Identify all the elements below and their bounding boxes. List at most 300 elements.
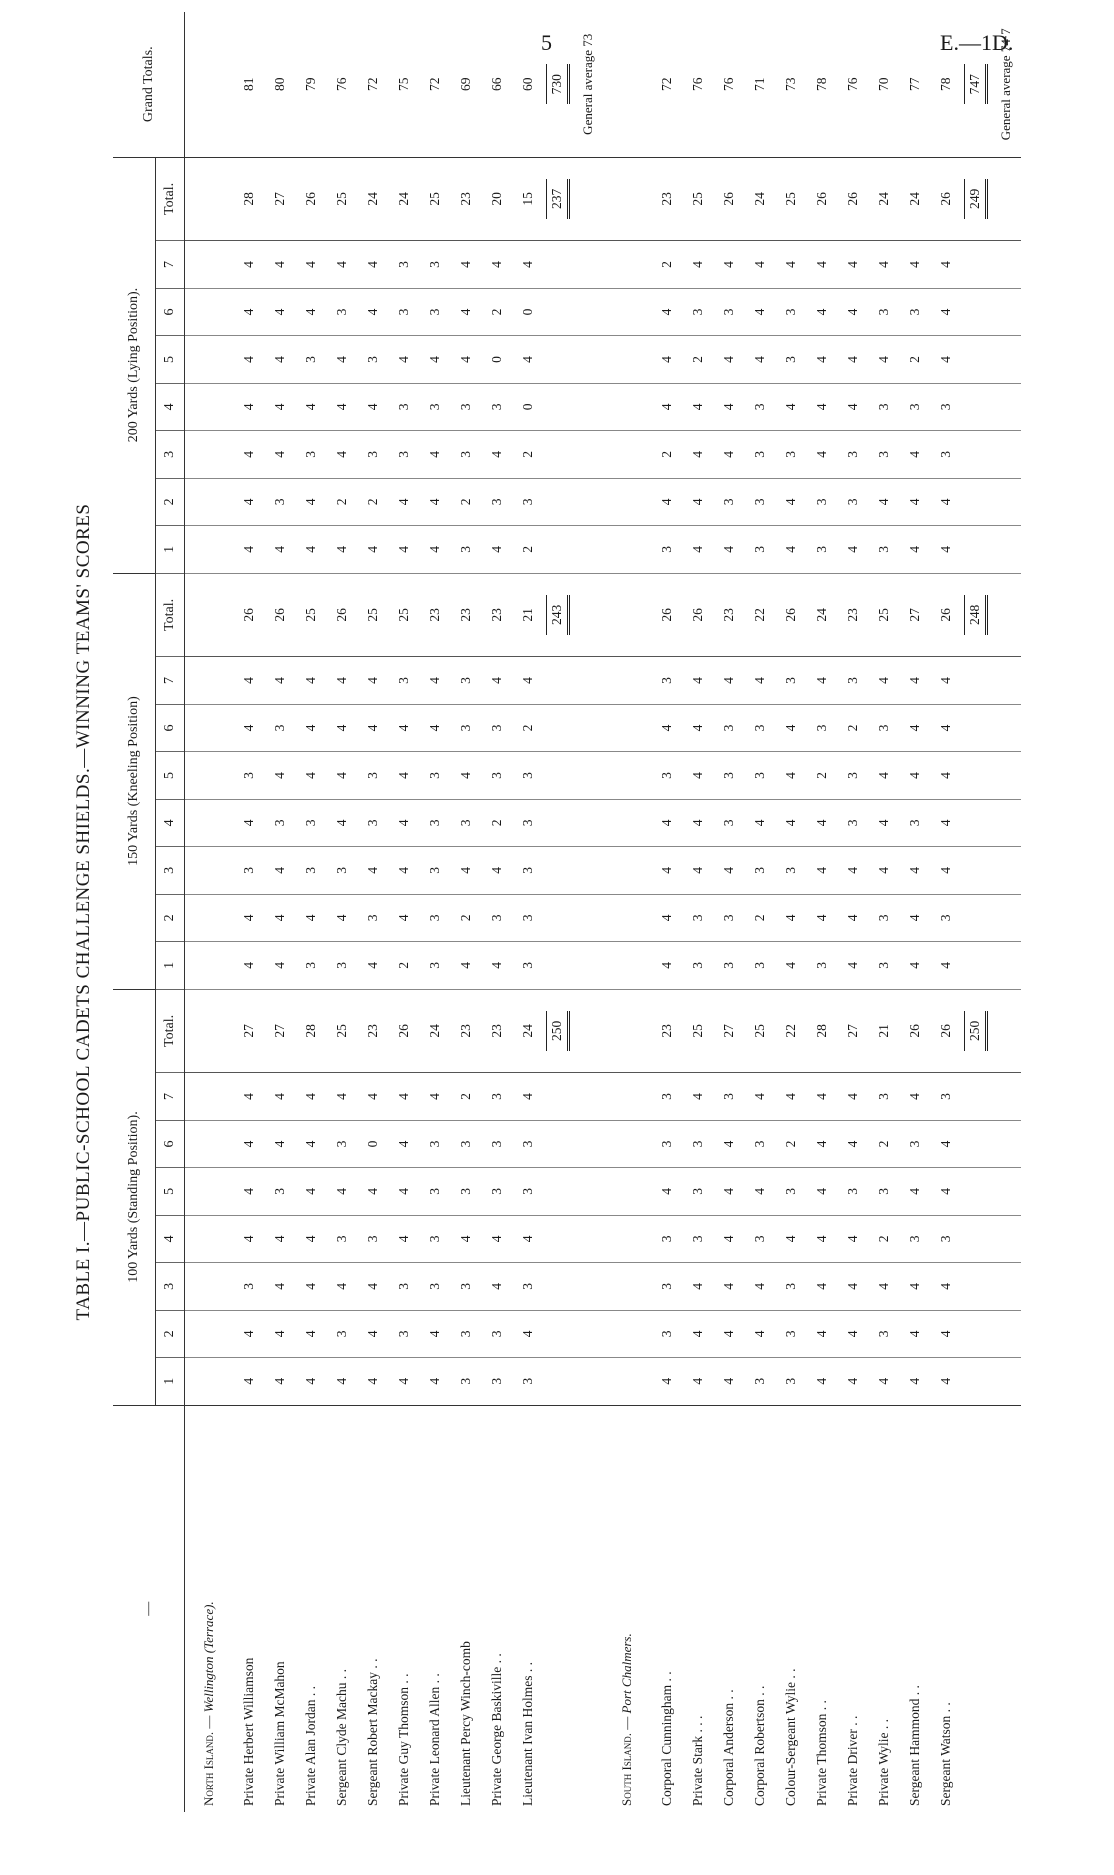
shot-score: 4: [689, 677, 705, 684]
shot-score: 3: [937, 451, 953, 458]
shot-score: 4: [813, 1377, 829, 1385]
shot-score: 4: [333, 261, 349, 268]
shot-score: 4: [844, 403, 860, 411]
shot-score: 4: [751, 308, 767, 316]
shot-score: 3: [813, 545, 829, 553]
shot-score: 3: [720, 724, 736, 732]
shot-number-header-200-2: 2: [156, 478, 185, 525]
range-total: 22: [782, 1024, 798, 1038]
shot-score: 3: [813, 724, 829, 732]
shot-number-header-200-4: 4: [156, 383, 185, 430]
shot-score: 4: [906, 1330, 922, 1338]
group-header-200-yards: 200 Yards (Lying Position).: [113, 157, 156, 573]
shot-score: 4: [937, 1282, 953, 1290]
grand-total: 80: [271, 77, 287, 92]
competitor-name: Private Guy Thomson . .: [388, 1405, 419, 1812]
shot-score: 4: [364, 1282, 380, 1290]
south-average-spacer: [991, 1168, 1021, 1215]
competitor-row: [744, 12, 775, 1812]
competitor-row: [651, 12, 682, 1812]
shot-score: 4: [689, 819, 705, 827]
south-section-spacer: [603, 657, 651, 704]
shot-score: 4: [937, 867, 953, 874]
shot-score: 4: [937, 772, 953, 779]
shot-score: 4: [240, 498, 256, 506]
shot-score: 4: [844, 1377, 860, 1385]
shot-score: 3: [689, 1235, 705, 1243]
north-sum-spacer: [543, 241, 573, 288]
shot-score: 4: [906, 451, 922, 458]
shot-score: 3: [488, 914, 504, 922]
shot-score: 4: [395, 724, 411, 732]
north-section-spacer: [185, 431, 234, 478]
shot-score: 3: [875, 1093, 891, 1100]
range-total: 27: [271, 1024, 287, 1038]
shot-score: 4: [720, 1282, 736, 1290]
shot-score: 4: [364, 1330, 380, 1338]
competitor-name: Private Stark . . .: [682, 1405, 713, 1812]
north-section-spacer: [185, 1358, 234, 1405]
range-total: 26: [937, 192, 953, 206]
shot-score: 3: [844, 1188, 860, 1195]
shot-score: 4: [844, 867, 860, 874]
shot-score: 3: [488, 1330, 504, 1338]
shot-score: 3: [426, 308, 442, 316]
shot-score: 3: [844, 677, 860, 684]
range-total: 26: [844, 192, 860, 206]
shot-score: 4: [333, 914, 349, 922]
competitor-row: [264, 12, 295, 1812]
shot-score: 4: [813, 819, 829, 827]
shot-score: 4: [906, 724, 922, 732]
shot-score: 3: [937, 914, 953, 922]
north-section-spacer: [185, 847, 234, 894]
range-total: 27: [271, 192, 287, 206]
shot-score: 4: [844, 1140, 860, 1148]
shot-number-header-100-7: 7: [156, 1073, 185, 1120]
north-sum-spacer: [543, 1168, 573, 1215]
shot-number-header-100-2: 2: [156, 1310, 185, 1357]
range-total: 25: [782, 192, 798, 206]
shot-score: 4: [875, 498, 891, 506]
shot-score: 4: [720, 1377, 736, 1385]
range-total: 26: [813, 192, 829, 206]
south-average-row: [991, 12, 1021, 1812]
competitor-name: Sergeant Watson . .: [930, 1405, 961, 1812]
north-average-spacer: [573, 241, 603, 288]
competitor-name: Private Thomson . .: [806, 1405, 837, 1812]
range-total: 28: [302, 1024, 318, 1038]
north-label-separator: —: [201, 1712, 216, 1732]
shot-score: 3: [426, 1140, 442, 1148]
shot-score: 4: [364, 1093, 380, 1100]
shot-score: 4: [844, 1093, 860, 1100]
shot-score: 3: [813, 961, 829, 969]
south-section-label: [603, 1405, 651, 1812]
competitor-name: Private Leonard Allen . .: [419, 1405, 450, 1812]
shot-score: 3: [519, 867, 535, 874]
shot-score: 2: [395, 961, 411, 969]
shot-score: 4: [937, 1330, 953, 1338]
shot-score: 3: [782, 1188, 798, 1195]
north-average-spacer: [573, 336, 603, 383]
shot-score: 4: [751, 261, 767, 268]
south-section-spacer: [603, 799, 651, 846]
shot-score: 3: [271, 498, 287, 506]
shot-score: 3: [364, 772, 380, 779]
range-total: 28: [813, 1024, 829, 1038]
shot-score: 4: [426, 1377, 442, 1385]
range-total: 26: [333, 608, 349, 622]
north-sum-spacer: [543, 1263, 573, 1310]
north-average-spacer: [573, 157, 603, 241]
competitor-row: [233, 12, 264, 1812]
shot-score: 3: [720, 819, 736, 827]
north-section-spacer: [185, 894, 234, 941]
south-team-grand-total: [961, 12, 991, 157]
shot-score: 3: [457, 1140, 473, 1148]
north-average-spacer: [573, 1358, 603, 1405]
shot-score: 4: [906, 867, 922, 874]
shot-score: 3: [519, 1377, 535, 1385]
shot-score: 3: [906, 308, 922, 316]
shot-score: 3: [519, 772, 535, 779]
shot-score: 4: [488, 867, 504, 874]
north-average-spacer: [573, 1168, 603, 1215]
rotated-table-page: [55, 12, 1095, 1812]
north-section-spacer: [185, 1168, 234, 1215]
shot-score: 4: [658, 961, 674, 969]
north-sum-spacer: [543, 1215, 573, 1262]
range-total: 24: [395, 192, 411, 206]
competitor-row: [899, 12, 930, 1812]
shot-score: 4: [395, 1235, 411, 1243]
south-section-spacer: [603, 1358, 651, 1405]
shot-score: 2: [906, 356, 922, 363]
shot-score: 4: [240, 961, 256, 969]
shot-score: 3: [302, 451, 318, 458]
shot-score: 3: [751, 1140, 767, 1148]
shot-score: 4: [813, 261, 829, 268]
shot-score: 4: [240, 677, 256, 684]
south-section-spacer: [603, 704, 651, 751]
north-section-label: [185, 1405, 234, 1812]
south-average-spacer: [991, 752, 1021, 799]
range-total: 25: [333, 1024, 349, 1038]
range-total: 25: [302, 608, 318, 622]
competitor-name: Private Alan Jordan . .: [295, 1405, 326, 1812]
shot-score: 4: [395, 1188, 411, 1195]
shot-score: 4: [240, 356, 256, 363]
shot-score: 3: [457, 1188, 473, 1195]
shot-score: 4: [658, 724, 674, 732]
shot-score: 4: [240, 914, 256, 922]
north-section-spacer: [185, 942, 234, 989]
shot-score: 4: [689, 498, 705, 506]
shot-score: 4: [720, 1188, 736, 1195]
shot-score: 3: [751, 961, 767, 969]
shot-number-header-200-1: 1: [156, 526, 185, 573]
shot-score: 3: [333, 961, 349, 969]
south-average-spacer: [991, 1215, 1021, 1262]
shot-score: 4: [813, 1282, 829, 1290]
south-section-spacer: [603, 942, 651, 989]
south-average-spacer: [991, 942, 1021, 989]
shot-score: 4: [488, 1282, 504, 1290]
shot-score: 4: [906, 1377, 922, 1385]
shot-score: 4: [488, 545, 504, 553]
shot-score: 4: [813, 356, 829, 363]
range-total: 26: [395, 1024, 411, 1038]
shot-score: 4: [488, 677, 504, 684]
competitor-name: Corporal Cunningham . .: [651, 1405, 682, 1812]
shot-score: 4: [937, 819, 953, 827]
shot-score: 4: [937, 961, 953, 969]
shot-score: 4: [395, 867, 411, 874]
south-average-spacer: [991, 336, 1021, 383]
south-team-total-value-150: 248: [964, 595, 988, 635]
shot-number-header-200-6: 6: [156, 288, 185, 335]
shot-score: 4: [271, 867, 287, 874]
north-average-spacer: [573, 1120, 603, 1167]
shot-score: 3: [875, 451, 891, 458]
north-average-spacer: [573, 704, 603, 751]
south-sum-spacer: [961, 383, 991, 430]
shot-score: 4: [658, 1377, 674, 1385]
table-title: TABLE I.—PUBLIC-SCHOOL CADETS CHALLENGE SHIELDS.—WINNING TEAMS' SCORES: [73, 503, 94, 1321]
north-team-grand-total-value: 730: [546, 64, 570, 104]
shot-score: 3: [782, 1330, 798, 1338]
shot-score: 4: [240, 261, 256, 268]
south-section-spacer: [603, 431, 651, 478]
shot-score: 3: [364, 356, 380, 363]
north-average-spacer: [573, 1073, 603, 1120]
shot-score: 2: [457, 498, 473, 506]
shot-score: 4: [364, 261, 380, 268]
shot-score: 3: [875, 1188, 891, 1195]
range-total: 22: [751, 608, 767, 622]
shot-score: 3: [782, 1282, 798, 1290]
shot-score: 4: [333, 356, 349, 363]
shot-score: 4: [271, 1140, 287, 1148]
shot-score: 4: [689, 1330, 705, 1338]
shot-score: 4: [720, 867, 736, 874]
grand-total: 60: [519, 77, 535, 92]
range-total: 27: [720, 1024, 736, 1038]
shot-score: 4: [720, 356, 736, 363]
grand-total: 72: [364, 77, 380, 92]
south-team-total-150: [961, 573, 991, 657]
shot-score: 4: [720, 451, 736, 458]
shot-score: 2: [844, 724, 860, 732]
range-total: 20: [488, 192, 504, 206]
south-general-average: General average 74·7: [998, 28, 1013, 141]
shot-score: 3: [720, 308, 736, 316]
shot-score: 3: [457, 724, 473, 732]
shot-score: 4: [240, 1140, 256, 1148]
shot-score: 4: [302, 724, 318, 732]
shot-score: 4: [302, 1188, 318, 1195]
north-average-spacer: [573, 752, 603, 799]
shot-score: 4: [937, 545, 953, 553]
shot-score: 3: [457, 1377, 473, 1385]
north-average-spacer: [573, 1310, 603, 1357]
north-school-name: Wellington (Terrace).: [201, 1601, 216, 1713]
shot-score: 4: [426, 1330, 442, 1338]
shot-score: 4: [240, 1093, 256, 1100]
shot-score: 4: [720, 1330, 736, 1338]
page-number: 5: [541, 30, 552, 55]
shot-score: 4: [906, 677, 922, 684]
grand-total: 76: [333, 77, 349, 92]
shot-score: 3: [426, 1235, 442, 1243]
shot-score: 3: [519, 498, 535, 506]
shot-score: 4: [271, 677, 287, 684]
north-sum-spacer: [543, 526, 573, 573]
shot-score: 4: [271, 1235, 287, 1243]
range-total: 27: [240, 1024, 256, 1038]
shot-number-header-150-4: 4: [156, 799, 185, 846]
south-sum-spacer: [961, 1120, 991, 1167]
shot-score: 4: [457, 1235, 473, 1243]
shot-score: 4: [333, 724, 349, 732]
shot-score: 3: [302, 819, 318, 827]
range-total: 25: [875, 608, 891, 622]
north-average-spacer: [573, 894, 603, 941]
north-section-spacer: [185, 1073, 234, 1120]
north-sum-spacer: [543, 336, 573, 383]
shot-score: 3: [875, 961, 891, 969]
shot-score: 4: [364, 724, 380, 732]
south-section-spacer: [603, 526, 651, 573]
shot-score: 4: [302, 1093, 318, 1100]
competitor-row: [481, 12, 512, 1812]
shot-score: 4: [658, 867, 674, 874]
shot-score: 2: [364, 498, 380, 506]
south-sum-spacer: [961, 1263, 991, 1310]
grand-total: 81: [240, 77, 256, 92]
shot-score: 4: [937, 261, 953, 268]
shot-score: 3: [519, 1188, 535, 1195]
shot-score: 4: [302, 1140, 318, 1148]
shot-score: 4: [457, 961, 473, 969]
range-total: 23: [364, 1024, 380, 1038]
shot-score: 4: [906, 261, 922, 268]
shot-score: 4: [906, 914, 922, 922]
shot-score: 4: [271, 1330, 287, 1338]
south-section-spacer: [603, 1073, 651, 1120]
range-total: 23: [457, 1024, 473, 1038]
shot-score: 4: [813, 1235, 829, 1243]
shot-score: 4: [457, 772, 473, 779]
south-average-spacer: [991, 894, 1021, 941]
shot-score: 4: [240, 451, 256, 458]
shot-score: 0: [519, 308, 535, 316]
competitor-name: Lieutenant Percy Winch-comb: [450, 1405, 481, 1812]
shot-score: 3: [658, 1140, 674, 1148]
shot-score: 4: [782, 1235, 798, 1243]
shot-number-header-150-3: 3: [156, 847, 185, 894]
shot-score: 4: [271, 308, 287, 316]
shot-score: 4: [240, 724, 256, 732]
shot-score: 4: [906, 545, 922, 553]
shot-score: 4: [813, 867, 829, 874]
shot-score: 3: [906, 819, 922, 827]
shot-score: 3: [395, 1282, 411, 1290]
shot-score: 3: [689, 914, 705, 922]
shot-score: 4: [364, 1377, 380, 1385]
shot-score: 4: [457, 356, 473, 363]
shot-score: 4: [519, 1093, 535, 1100]
south-average-spacer: [991, 241, 1021, 288]
range-total: 23: [844, 608, 860, 622]
shot-score: 4: [658, 914, 674, 922]
grand-total: 76: [720, 77, 736, 92]
shot-score: 3: [519, 1140, 535, 1148]
shot-score: 2: [751, 914, 767, 922]
shot-score: 3: [395, 1330, 411, 1338]
south-section-spacer: [603, 894, 651, 941]
shot-score: 4: [395, 1377, 411, 1385]
south-section-spacer: [603, 12, 651, 157]
shot-score: 4: [240, 819, 256, 827]
range-total: 25: [689, 1024, 705, 1038]
south-average-spacer: [991, 1073, 1021, 1120]
shot-score: 4: [395, 1140, 411, 1148]
range-total: 25: [426, 192, 442, 206]
south-section-spacer: [603, 1215, 651, 1262]
shot-score: 4: [720, 1140, 736, 1148]
north-section-spacer: [185, 478, 234, 525]
south-sum-spacer: [961, 942, 991, 989]
document-code: E.—1D.: [940, 30, 1014, 55]
shot-score: 4: [302, 498, 318, 506]
shot-score: 3: [875, 403, 891, 411]
shot-score: 2: [782, 1140, 798, 1148]
shot-score: 4: [519, 1235, 535, 1243]
competitor-row: [295, 12, 326, 1812]
shot-score: 3: [689, 1140, 705, 1148]
shot-score: 3: [271, 724, 287, 732]
south-section-spacer: [603, 1168, 651, 1215]
shot-score: 4: [689, 1282, 705, 1290]
north-general-average: General average 73: [580, 33, 595, 135]
north-sum-spacer: [543, 942, 573, 989]
shot-score: 4: [782, 724, 798, 732]
shot-score: 4: [906, 498, 922, 506]
range-total: 26: [720, 192, 736, 206]
north-section-spacer: [185, 1263, 234, 1310]
shot-score: 4: [720, 403, 736, 411]
grand-total: 75: [395, 77, 411, 92]
south-average-spacer: [991, 799, 1021, 846]
shot-number-header-150-5: 5: [156, 752, 185, 799]
shot-score: 4: [519, 356, 535, 363]
south-sum-spacer: [961, 1215, 991, 1262]
north-section-spacer: [185, 1310, 234, 1357]
south-section-spacer: [603, 241, 651, 288]
shot-number-header-200-5: 5: [156, 336, 185, 383]
north-average-spacer: [573, 526, 603, 573]
south-average-spacer: [991, 847, 1021, 894]
north-sum-spacer: [543, 799, 573, 846]
north-sum-spacer: [543, 383, 573, 430]
shot-score: 3: [720, 772, 736, 779]
north-average-spacer: [573, 288, 603, 335]
shot-score: 4: [844, 356, 860, 363]
shot-score: 3: [689, 308, 705, 316]
range-total: 24: [364, 192, 380, 206]
